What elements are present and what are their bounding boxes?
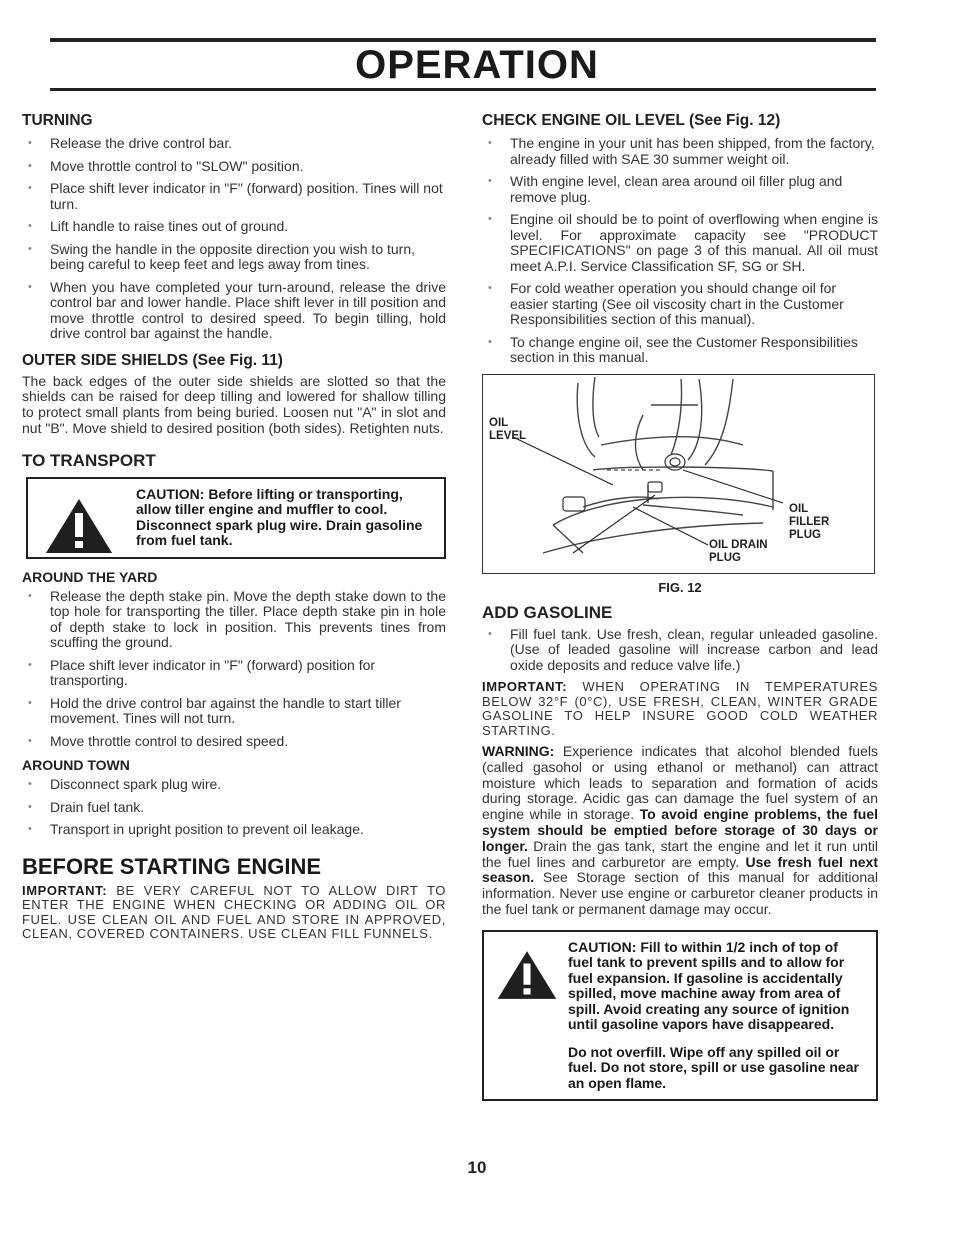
transport-section: [22, 451, 446, 838]
list-item: • The engine in your unit has been shipped, from the factory, already filled with SAE 30 summer weight oil.: [482, 136, 878, 167]
before-starting-important: [22, 884, 446, 942]
shields-heading: OUTER SIDE SHIELDS (See Fig. 11): [22, 351, 283, 369]
gasoline-important: [482, 680, 878, 738]
page-number: 10: [467, 1158, 487, 1177]
gasoline-warning: [482, 744, 878, 918]
figure-caption: FIG. 12: [658, 579, 702, 595]
list-item: • Place shift lever indicator in "F" (forward) position for transporting.: [22, 658, 446, 689]
warning-triangle-icon: [496, 948, 558, 1002]
header-rule-top: [50, 38, 876, 42]
list-item: • Release the drive control bar.: [22, 136, 446, 152]
header-rule-bottom: [50, 88, 876, 91]
page-title: OPERATION: [355, 43, 599, 87]
important-text: BE VERY CAREFUL NOT TO ALLOW DIRT TO ENTER THE ENGINE WHEN CHECKING OR ADDING OIL OR FUEL. USE CLEAN OIL AND FUEL AND STORE IN APPROVED, CLEAN, COVERED CONTAINERS. USE CLEAN FILL FUNNELS.: [22, 882, 446, 942]
gasoline-list: [482, 627, 878, 674]
oil-drain-plug-label: OIL DRAIN PLUG: [709, 538, 768, 564]
warning-label: WARNING:: [482, 743, 555, 759]
transport-caution-box: [26, 477, 446, 559]
list-item: • Drain fuel tank.: [22, 800, 446, 816]
before-starting-heading: BEFORE STARTING ENGINE: [22, 853, 322, 879]
important-text: WHEN OPERATING IN TEMPERATURES BELOW 32°F (0°C), USE FRESH, CLEAN, WINTER GRADE GASOLINE TO HELP INSURE GOOD COLD WEATHER STARTING.: [482, 679, 879, 738]
warning-bold-2: Use fresh fuel next season.: [482, 853, 879, 886]
shields-text: The back edges of the outer side shields are slotted so that the shields can be raised for deep tilling and lowered for shallow tilling to protect small plants from being buried. Loosen nut "A" in slot and nut "B". Move shield to desired position (both sides). Retighten nuts.: [22, 372, 446, 436]
warning-triangle-icon: [44, 497, 114, 555]
transport-caution-text: CAUTION: Before lifting or transporting, allow tiller engine and muffler to cool. Disconnect spark plug wire. Drain gasoline from fuel tank.: [136, 485, 423, 549]
list-item: • Disconnect spark plug wire.: [22, 777, 446, 793]
turning-section: [22, 112, 446, 342]
gasoline-section: [482, 603, 878, 1102]
town-heading: AROUND TOWN: [22, 757, 130, 774]
oil-list: [482, 136, 878, 366]
gasoline-caution-text: CAUTION: Fill to within 1/2 inch of top of fuel tank to prevent spills and to allow for fuel expansion. If gasoline is accidentally spilled, move machine away from area of spill. Avoid creating any source of ignition until gasoline vapors have disappeared.: [568, 938, 850, 1033]
list-item: • Swing the handle in the opposite direction you wish to turn, being careful to keep feet and legs away from tines.: [22, 242, 446, 273]
oil-filler-plug-label: OIL FILLER PLUG: [789, 502, 830, 541]
town-list: [22, 777, 446, 838]
important-label: IMPORTANT:: [482, 679, 568, 694]
figure-12: [482, 374, 875, 574]
oil-section: [482, 112, 878, 366]
list-item: • Transport in upright position to prevent oil leakage.: [22, 822, 446, 838]
list-item: • Move throttle control to "SLOW" position.: [22, 159, 446, 175]
before-starting-section: [22, 854, 446, 942]
list-item: • To change engine oil, see the Customer Responsibilities section in this manual.: [482, 335, 878, 366]
list-item: • Fill fuel tank. Use fresh, clean, regular unleaded gasoline. (Use of leaded gasoline will increase carbon and lead oxide deposits and reduce valve life.): [482, 627, 878, 674]
warning-bold-1: To avoid engine problems, the fuel system should be emptied before storage of 30 days or longer.: [482, 806, 878, 854]
gasoline-heading: ADD GASOLINE: [482, 602, 613, 622]
list-item: • Move throttle control to desired speed.: [22, 734, 446, 750]
list-item: • Place shift lever indicator in "F" (forward) position. Tines will not turn.: [22, 181, 446, 212]
left-column: [22, 112, 446, 942]
turning-heading: TURNING: [22, 112, 93, 129]
turning-list: [22, 136, 446, 342]
list-item: • Lift handle to raise tines out of ground.: [22, 219, 446, 235]
oil-heading: CHECK ENGINE OIL LEVEL (See Fig. 12): [482, 112, 781, 129]
shields-section: [22, 352, 446, 437]
list-item: • Release the depth stake pin. Move the depth stake down to the top hole for transporting the tiller. Place depth stake pin in hole of depth stake to lock in position. This prevents tines from scuffing the ground.: [22, 589, 446, 651]
oil-level-label: OIL LEVEL: [489, 416, 527, 442]
list-item: • Hold the drive control bar against the handle to start tiller movement. Tines will not turn.: [22, 696, 446, 727]
warning-text-3: See Storage section of this manual for additional information. Never use engine or carburetor cleaner products in the fuel tank or permanent damage may occur.: [482, 869, 879, 917]
gasoline-caution-text-2: Do not overfill. Wipe off any spilled oil or fuel. Do not store, spill or use gasoline near an open flame.: [568, 1043, 859, 1091]
yard-heading: AROUND THE YARD: [22, 568, 158, 585]
list-item: • When you have completed your turn-around, release the drive control bar and lower handle. Place shift lever in till position and move throttle control to desired speed. To begin tilling, hold drive control bar against the handle.: [22, 280, 446, 342]
right-column: [482, 112, 878, 1111]
list-item: • For cold weather operation you should change oil for easier starting (See oil viscosity chart in the Customer Responsibilities section of this manual).: [482, 281, 878, 328]
engine-illustration: [483, 375, 873, 572]
gasoline-caution-box: [482, 930, 878, 1102]
warning-text-1: Experience indicates that alcohol blended fuels (called gasohol or using ethanol or methanol) can attract moisture which leads to separation and formation of acids during storage. Acidic gas can damage the fuel system of an engine while in storage.: [482, 743, 878, 823]
important-label: IMPORTANT:: [22, 882, 108, 898]
transport-heading: TO TRANSPORT: [22, 450, 156, 470]
warning-text-2: Drain the gas tank, start the engine and let it run until the fuel lines and carburetor are empty.: [482, 837, 878, 870]
list-item: • Engine oil should be to point of overflowing when engine is level. For approximate capacity see "PRODUCT SPECIFICATIONS" on page 3 of this manual. All oil must meet A.P.I. Service Classification SF, SG or SH.: [482, 212, 878, 274]
yard-list: [22, 589, 446, 750]
list-item: • With engine level, clean area around oil filler plug and remove plug.: [482, 174, 878, 205]
